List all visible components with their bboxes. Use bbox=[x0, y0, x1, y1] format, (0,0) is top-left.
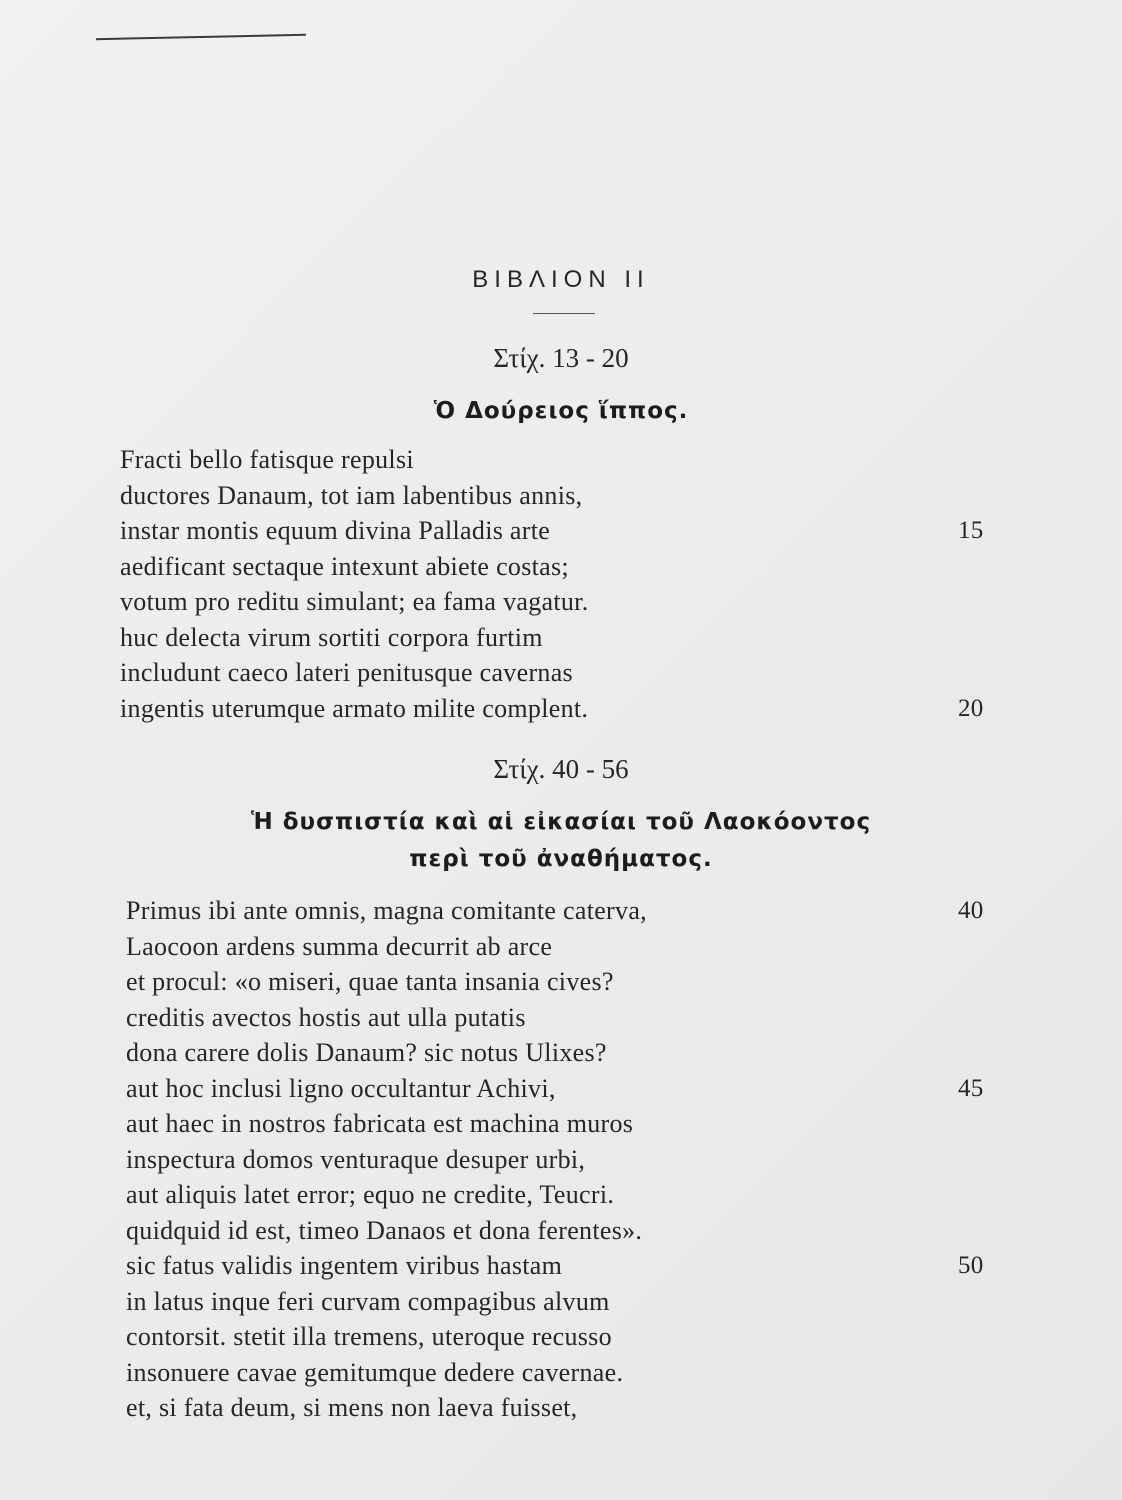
title-divider bbox=[533, 313, 595, 314]
verse-text: insonuere cavae gemitumque dedere cavernae. bbox=[126, 1357, 624, 1387]
verse-text: Primus ibi ante omnis, magna comitante caterva, bbox=[126, 896, 647, 925]
verse-text: in latus inque feri curvam compagibus alvum bbox=[126, 1286, 610, 1316]
verse-line bbox=[0, 1035, 1122, 1071]
verse-line bbox=[0, 964, 1122, 1000]
verse-text: inspectura domos venturaque desuper urbi, bbox=[126, 1144, 586, 1174]
line-number: 45 bbox=[958, 1074, 984, 1102]
verse-text: contorsit. stetit illa tremens, uteroque recusso bbox=[126, 1322, 612, 1351]
verse-line bbox=[0, 1390, 1122, 1426]
verse-line bbox=[0, 1177, 1122, 1213]
verse-line bbox=[0, 893, 1122, 929]
verse-text: aedificant sectaque intexunt abiete costas; bbox=[120, 551, 569, 581]
verse-line bbox=[0, 1319, 1122, 1355]
verse-text: creditis avectos hostis aut ulla putatis bbox=[126, 1002, 526, 1032]
verse-reference-1: Στίχ. 13 - 20 bbox=[493, 343, 629, 373]
verse-line bbox=[0, 1355, 1122, 1391]
verse-text: votum pro reditu simulant; ea fama vagatur. bbox=[120, 587, 589, 616]
verse-line bbox=[0, 478, 1122, 514]
section-heading-2 bbox=[0, 804, 1122, 878]
line-number: 15 bbox=[958, 517, 984, 544]
verse-line bbox=[0, 1106, 1122, 1142]
line-number: 20 bbox=[958, 694, 984, 722]
verse-text: aut haec in nostros fabricata est machina muros bbox=[126, 1109, 634, 1138]
verse-line bbox=[0, 1213, 1122, 1249]
verse-line bbox=[0, 584, 1122, 620]
verse-text: ingentis uterumque armato milite complent. bbox=[120, 693, 589, 723]
verse-line bbox=[0, 1284, 1122, 1320]
verse-line bbox=[0, 1248, 1122, 1284]
verse-text: Fracti bello fatisque repulsi bbox=[120, 445, 414, 474]
verse-text: aut aliquis latet error; equo ne credite, Teucri. bbox=[126, 1180, 615, 1209]
verse-line bbox=[0, 655, 1122, 691]
verse-text: includunt caeco lateri penitusque cavernas bbox=[120, 658, 573, 687]
verse-reference-2: Στίχ. 40 - 56 bbox=[493, 754, 629, 784]
verse-text: instar montis equum divina Palladis arte bbox=[120, 516, 551, 545]
verse-line bbox=[0, 1000, 1122, 1036]
verse-line bbox=[0, 929, 1122, 965]
heading-line: Ἡ δυσπιστία καὶ αἱ εἰκασίαι τοῦ Λαοκόοντος bbox=[250, 809, 872, 835]
verse-line bbox=[0, 442, 1122, 478]
verse-line bbox=[0, 620, 1122, 656]
verse-text: sic fatus validis ingentem viribus hastam bbox=[126, 1251, 563, 1280]
verse-text: et, si fata deum, si mens non laeva fuisset, bbox=[126, 1393, 578, 1422]
verse-line bbox=[0, 1071, 1122, 1107]
verse-text: dona carere dolis Danaum? sic notus Ulixes? bbox=[126, 1038, 607, 1067]
verse-text: huc delecta virum sortiti corpora furtim bbox=[120, 622, 543, 652]
verse-text: Laocoon ardens summa decurrit ab arce bbox=[126, 931, 553, 961]
verse-text: aut hoc inclusi ligno occultantur Achivi, bbox=[126, 1073, 556, 1103]
verse-text: quidquid id est, timeo Danaos et dona ferentes». bbox=[126, 1215, 643, 1245]
line-number: 50 bbox=[958, 1252, 984, 1279]
section-heading-1 bbox=[0, 393, 1122, 430]
line-number: 40 bbox=[958, 897, 984, 924]
heading-line: περὶ τοῦ ἀναθήματος. bbox=[409, 846, 713, 872]
verse-text: et procul: «o miseri, quae tanta insania cives? bbox=[126, 967, 614, 996]
heading-line: Ὁ Δούρειος ἵππος. bbox=[433, 398, 689, 424]
verse-line bbox=[0, 513, 1122, 549]
book-title: ΒΙΒΛΙΟΝ II bbox=[472, 266, 650, 293]
verse-line bbox=[0, 1142, 1122, 1178]
verse-text: ductores Danaum, tot iam labentibus annis, bbox=[120, 480, 583, 510]
verse-line bbox=[0, 549, 1122, 585]
pencil-mark bbox=[96, 34, 306, 46]
verse-line bbox=[0, 691, 1122, 727]
